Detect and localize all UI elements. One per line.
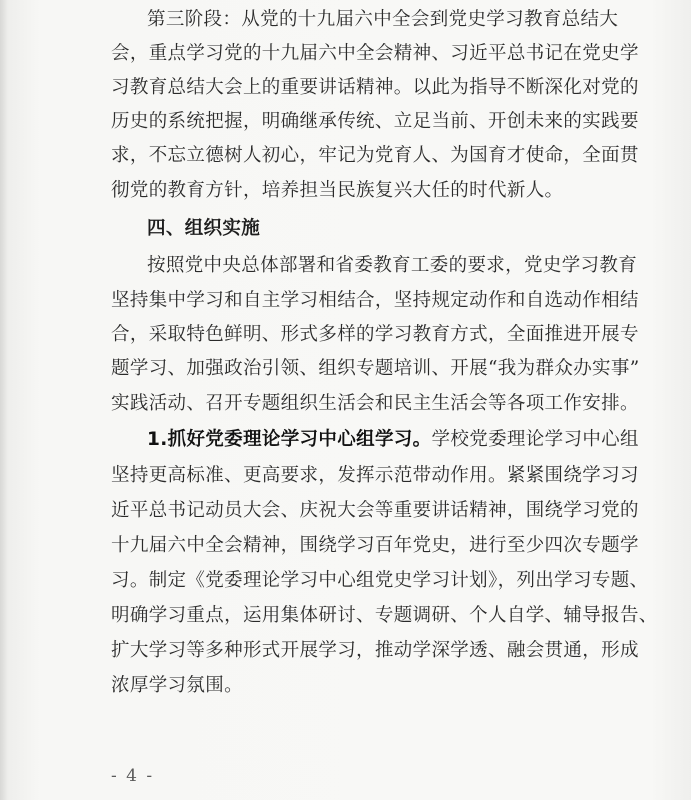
paragraph-line: 扩大学习等多种形式开展学习，推动学深学透、融会贯通，形成 [111,640,639,661]
paragraph-line: 习教育总结大会上的重要讲话精神。以此为指导不断深化对党的 [111,77,639,98]
subsection-text: 学校党委理论学习中心组 [431,429,639,450]
subsection-heading: 1.抓好党委理论学习中心组学习。 [147,429,432,450]
paragraph-line: 习。制定《党委理论学习中心组党史学习计划》，列出学习专题、 [111,570,649,591]
paragraph-line: 浓厚学习氛围。 [111,675,243,696]
paragraph-line: 求，不忘立德树人初心，牢记为党育人、为国育才使命，全面贯 [111,145,639,166]
subsection-line [147,430,667,450]
paragraph-line: 近平总书记动员大会、庆祝大会等重要讲话精神，围绕学习党的 [111,500,639,521]
paragraph-line: 彻党的教育方针，培养担当民族复兴大任的时代新人。 [111,180,564,201]
paragraph-line: 十九届六中全会精神，围绕学习百年党史，进行至少四次专题学 [111,535,639,556]
paragraph-line: 实践活动、召开专题组织生活会和民主生活会等各项工作安排。 [111,393,639,414]
page-number: - 4 - [111,766,155,786]
paragraph-line: 合，采取特色鲜明、形式多样的学习教育方式，全面推进开展专 [111,324,639,345]
paragraph-line: 会，重点学习党的十九届六中全会精神、习近平总书记在党史学 [111,43,639,64]
paragraph-line: 坚持集中学习和自主学习相结合，坚持规定动作和自选动作相结 [111,290,639,311]
paragraph-line: 按照党中央总体部署和省委教育工委的要求，党史学习教育 [147,255,638,276]
paragraph-line: 第三阶段：从党的十九届六中全会到党史学习教育总结大 [147,9,619,30]
section-heading: 四、组织实施 [147,218,261,239]
scan-edge-shadow [0,0,8,800]
paragraph-line: 题学习、加强政治引领、组织专题培训、开展“我为群众办实事” [111,358,640,379]
paragraph-line: 坚持更高标准、更高要求，发挥示范带动作用。紧紧围绕学习习 [111,465,639,486]
paragraph-line: 明确学习重点，运用集体研讨、专题调研、个人自学、辅导报告、 [111,605,658,626]
paragraph-line: 历史的系统把握，明确继承传统、立足当前、开创未来的实践要 [111,111,639,132]
